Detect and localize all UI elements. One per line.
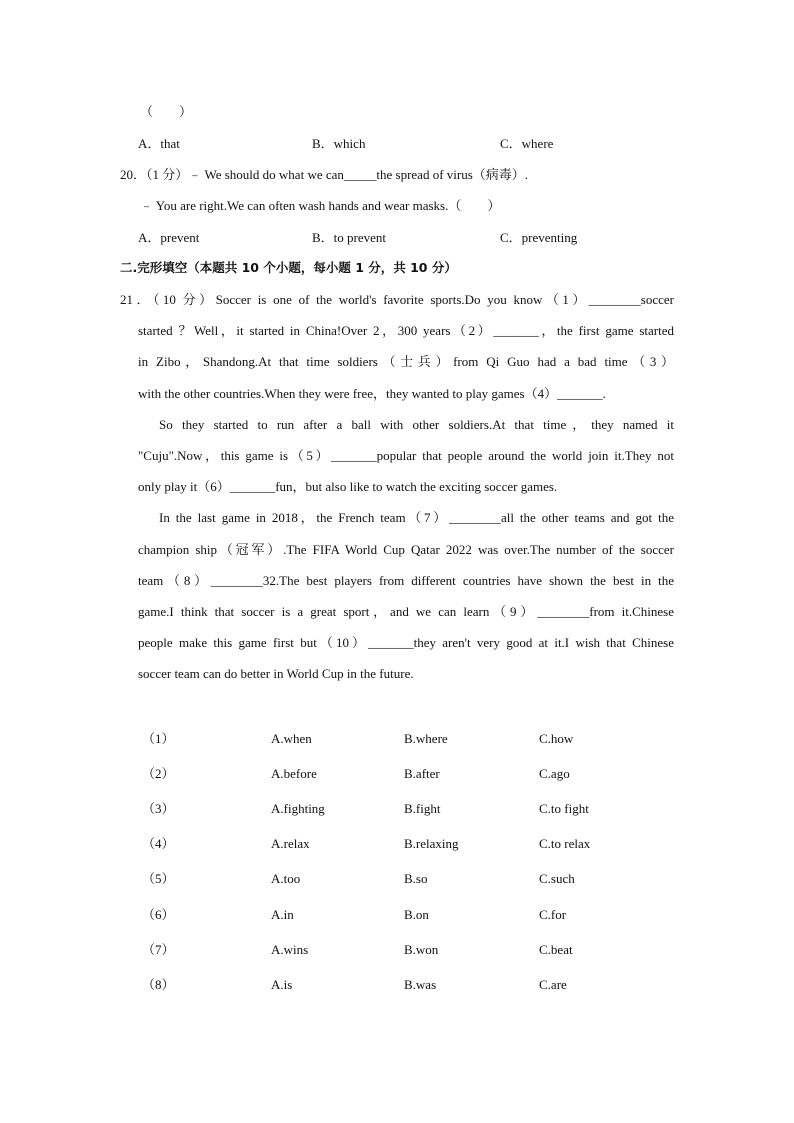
choice-b: B.was	[404, 977, 437, 992]
q19-option-a: A．that	[138, 136, 180, 151]
choice-a: A.before	[271, 766, 317, 781]
choice-c: C.beat	[539, 942, 573, 957]
choice-row	[138, 731, 698, 749]
q21-line-11: game.I think that soccer is a great sport，and we can learn（9）________from it.Chinese	[138, 604, 674, 619]
q19-option-b: B．which	[312, 136, 366, 151]
q21-line-13: soccer team can do better in World Cup in the future.	[138, 666, 414, 681]
choice-number: （8）	[142, 977, 175, 992]
choice-row	[138, 871, 698, 889]
q20-option-a: A．prevent	[138, 230, 200, 245]
q21-line-10: team（8）________32.The best players from different countries have shown the best in the	[138, 573, 674, 588]
choice-c: C.to fight	[539, 801, 589, 816]
choice-a: A.in	[271, 907, 294, 922]
choice-c: C.such	[539, 871, 575, 886]
q21-line-1: 21．（10 分）Soccer is one of the world's favorite sports.Do you know（1）________soccer	[120, 292, 674, 307]
choice-number: （7）	[142, 942, 175, 957]
choice-a: A.when	[271, 731, 312, 746]
choice-row	[138, 907, 698, 925]
choice-a: A.relax	[271, 836, 310, 851]
q21-line-4: with the other countries.When they were free，they wanted to play games（4）_______.	[138, 386, 606, 401]
q21-line-12: people make this game first but（10）_______they aren't very good at it.I wish that Chinese	[138, 635, 674, 650]
q20-option-b: B．to prevent	[312, 230, 387, 245]
choice-b: B.relaxing	[404, 836, 459, 851]
choice-row	[138, 942, 698, 960]
q21-line-2: started ？Well，it started in China!Over 2，300 years（2）_______，the first game started	[138, 323, 674, 338]
choice-number: （2）	[142, 766, 175, 781]
choice-b: B.fight	[404, 801, 441, 816]
choice-row	[138, 836, 698, 854]
q20-response: ﹣ You are right.We can often wash hands and wear masks.（ ）	[140, 198, 501, 213]
q19-answer-paren: （ ）	[140, 104, 193, 119]
q20-option-c: C．preventing	[500, 230, 578, 245]
choice-a: A.wins	[271, 942, 309, 957]
choice-number: （3）	[142, 801, 175, 816]
choice-a: A.too	[271, 871, 301, 886]
choice-c: C.ago	[539, 766, 570, 781]
q19-option-c: C．where	[500, 136, 554, 151]
choice-a: A.fighting	[271, 801, 325, 816]
q21-line-9: champion ship（冠军）.The FIFA World Cup Qatar 2022 was over.The number of the soccer	[138, 542, 674, 557]
choice-b: B.where	[404, 731, 448, 746]
choice-b: B.after	[404, 766, 440, 781]
choice-number: （5）	[142, 871, 175, 886]
q21-line-7: only play it（6）_______fun，but also like to watch the exciting soccer games.	[138, 479, 558, 494]
choice-row	[138, 766, 698, 784]
choice-a: A.is	[271, 977, 293, 992]
choice-row	[138, 977, 698, 995]
choice-number: （4）	[142, 836, 175, 851]
choice-c: C.are	[539, 977, 567, 992]
choice-c: C.for	[539, 907, 567, 922]
section-heading-cloze: 二.完形填空（本题共 10 个小题，每小题 1 分，共 10 分）	[120, 260, 457, 275]
choice-b: B.so	[404, 871, 428, 886]
q21-line-3: in Zibo，Shandong.At that time soldiers（士兵）from Qi Guo had a bad time（3）	[138, 354, 674, 369]
choice-c: C.to relax	[539, 836, 591, 851]
choice-c: C.how	[539, 731, 574, 746]
choice-number: （1）	[142, 731, 175, 746]
q21-line-8: In the last game in 2018，the French team（7）________all the other teams and got the	[159, 510, 674, 525]
choice-number: （6）	[142, 907, 175, 922]
q21-line-5: So they started to run after a ball with other soldiers.At that time，they named it	[159, 417, 674, 432]
choice-row	[138, 801, 698, 819]
q20-stem: 20．（1 分）﹣ We should do what we can_____the spread of virus（病毒）.	[120, 167, 529, 182]
q21-line-6: "Cuju".Now，this game is（5）_______popular that people around the world join it.They not	[138, 448, 674, 463]
choice-b: B.won	[404, 942, 439, 957]
choice-b: B.on	[404, 907, 429, 922]
